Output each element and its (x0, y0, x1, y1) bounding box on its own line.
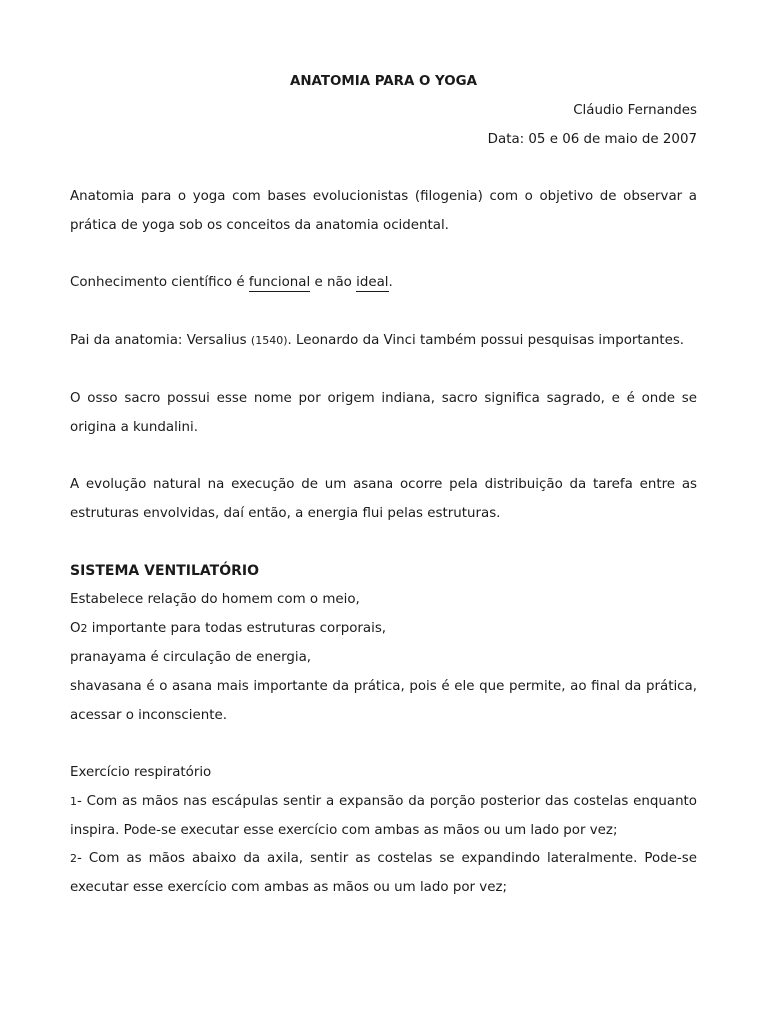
exercise-item-1-number: 1 (70, 795, 77, 808)
knowledge-middle: e não (310, 275, 357, 290)
exercise-item-2-number: 2 (70, 852, 77, 865)
knowledge-suffix: . (388, 275, 393, 290)
intro-line-1: Anatomia para o yoga com bases evolucionistas (filogenia) com o objetivo de observar a (70, 189, 697, 204)
father-after: . Leonardo da Vinci também possui pesquisas importantes. (287, 333, 685, 348)
oxygen-symbol: O (70, 621, 81, 636)
oxygen-subscript: 2 (80, 622, 88, 635)
ventilatory-line-2 (70, 620, 697, 638)
underlined-word-funcional: funcional (248, 275, 311, 290)
underlined-word-ideal: ideal (356, 275, 389, 290)
father-before: Pai da anatomia: Versalius (70, 333, 251, 348)
exercise-item-2-line-1 (70, 850, 697, 868)
exercise-item-2-line-2: executar esse exercício com ambas as mãos ou um lado por vez; (70, 880, 507, 895)
exercise-item-1-line-2: inspira. Pode-se executar esse exercício com ambas as mãos ou um lado por vez; (70, 823, 618, 838)
evolution-line-2: estruturas envolvidas, daí então, a energia flui pelas estruturas. (70, 506, 501, 521)
ventilatory-line-2-text: importante para todas estruturas corporais, (87, 621, 387, 636)
sacrum-line-2: origina a kundalini. (70, 420, 198, 435)
ventilatory-line-4: shavasana é o asana mais importante da prática, pois é ele que permite, ao final da prática, (70, 679, 697, 694)
evolution-line-1: A evolução natural na execução de um asana ocorre pela distribuição da tarefa entre as (70, 477, 697, 492)
sacrum-line-1: O osso sacro possui esse nome por origem indiana, sacro significa sagrado, e é onde se (70, 391, 697, 406)
section-heading: SISTEMA VENTILATÓRIO (70, 563, 260, 579)
exercise-item-1-line-1 (70, 793, 697, 811)
intro-line-2: prática de yoga sob os conceitos da anatomia ocidental. (70, 218, 449, 233)
knowledge-paragraph (70, 274, 697, 292)
ventilatory-line-1: Estabelece relação do homem com o meio, (70, 592, 360, 607)
exercise-item-2-text: - Com as mãos abaixo da axila, sentir as costelas se expandindo lateralmente. Pode-se (77, 851, 697, 866)
father-year: (1540) (250, 334, 288, 347)
father-of-anatomy-paragraph (70, 332, 697, 350)
exercise-title: Exercício respiratório (70, 765, 212, 780)
document-date: Data: 05 e 06 de maio de 2007 (487, 132, 697, 147)
ventilatory-line-3: pranayama é circulação de energia, (70, 650, 312, 665)
knowledge-prefix: Conhecimento científico é (70, 275, 249, 290)
exercise-item-1-text: - Com as mãos nas escápulas sentir a expansão da porção posterior das costelas enquanto (77, 794, 697, 809)
ventilatory-line-5: acessar o inconsciente. (70, 708, 227, 723)
author-name: Cláudio Fernandes (573, 103, 697, 118)
document-title: ANATOMIA PARA O YOGA (289, 74, 478, 89)
